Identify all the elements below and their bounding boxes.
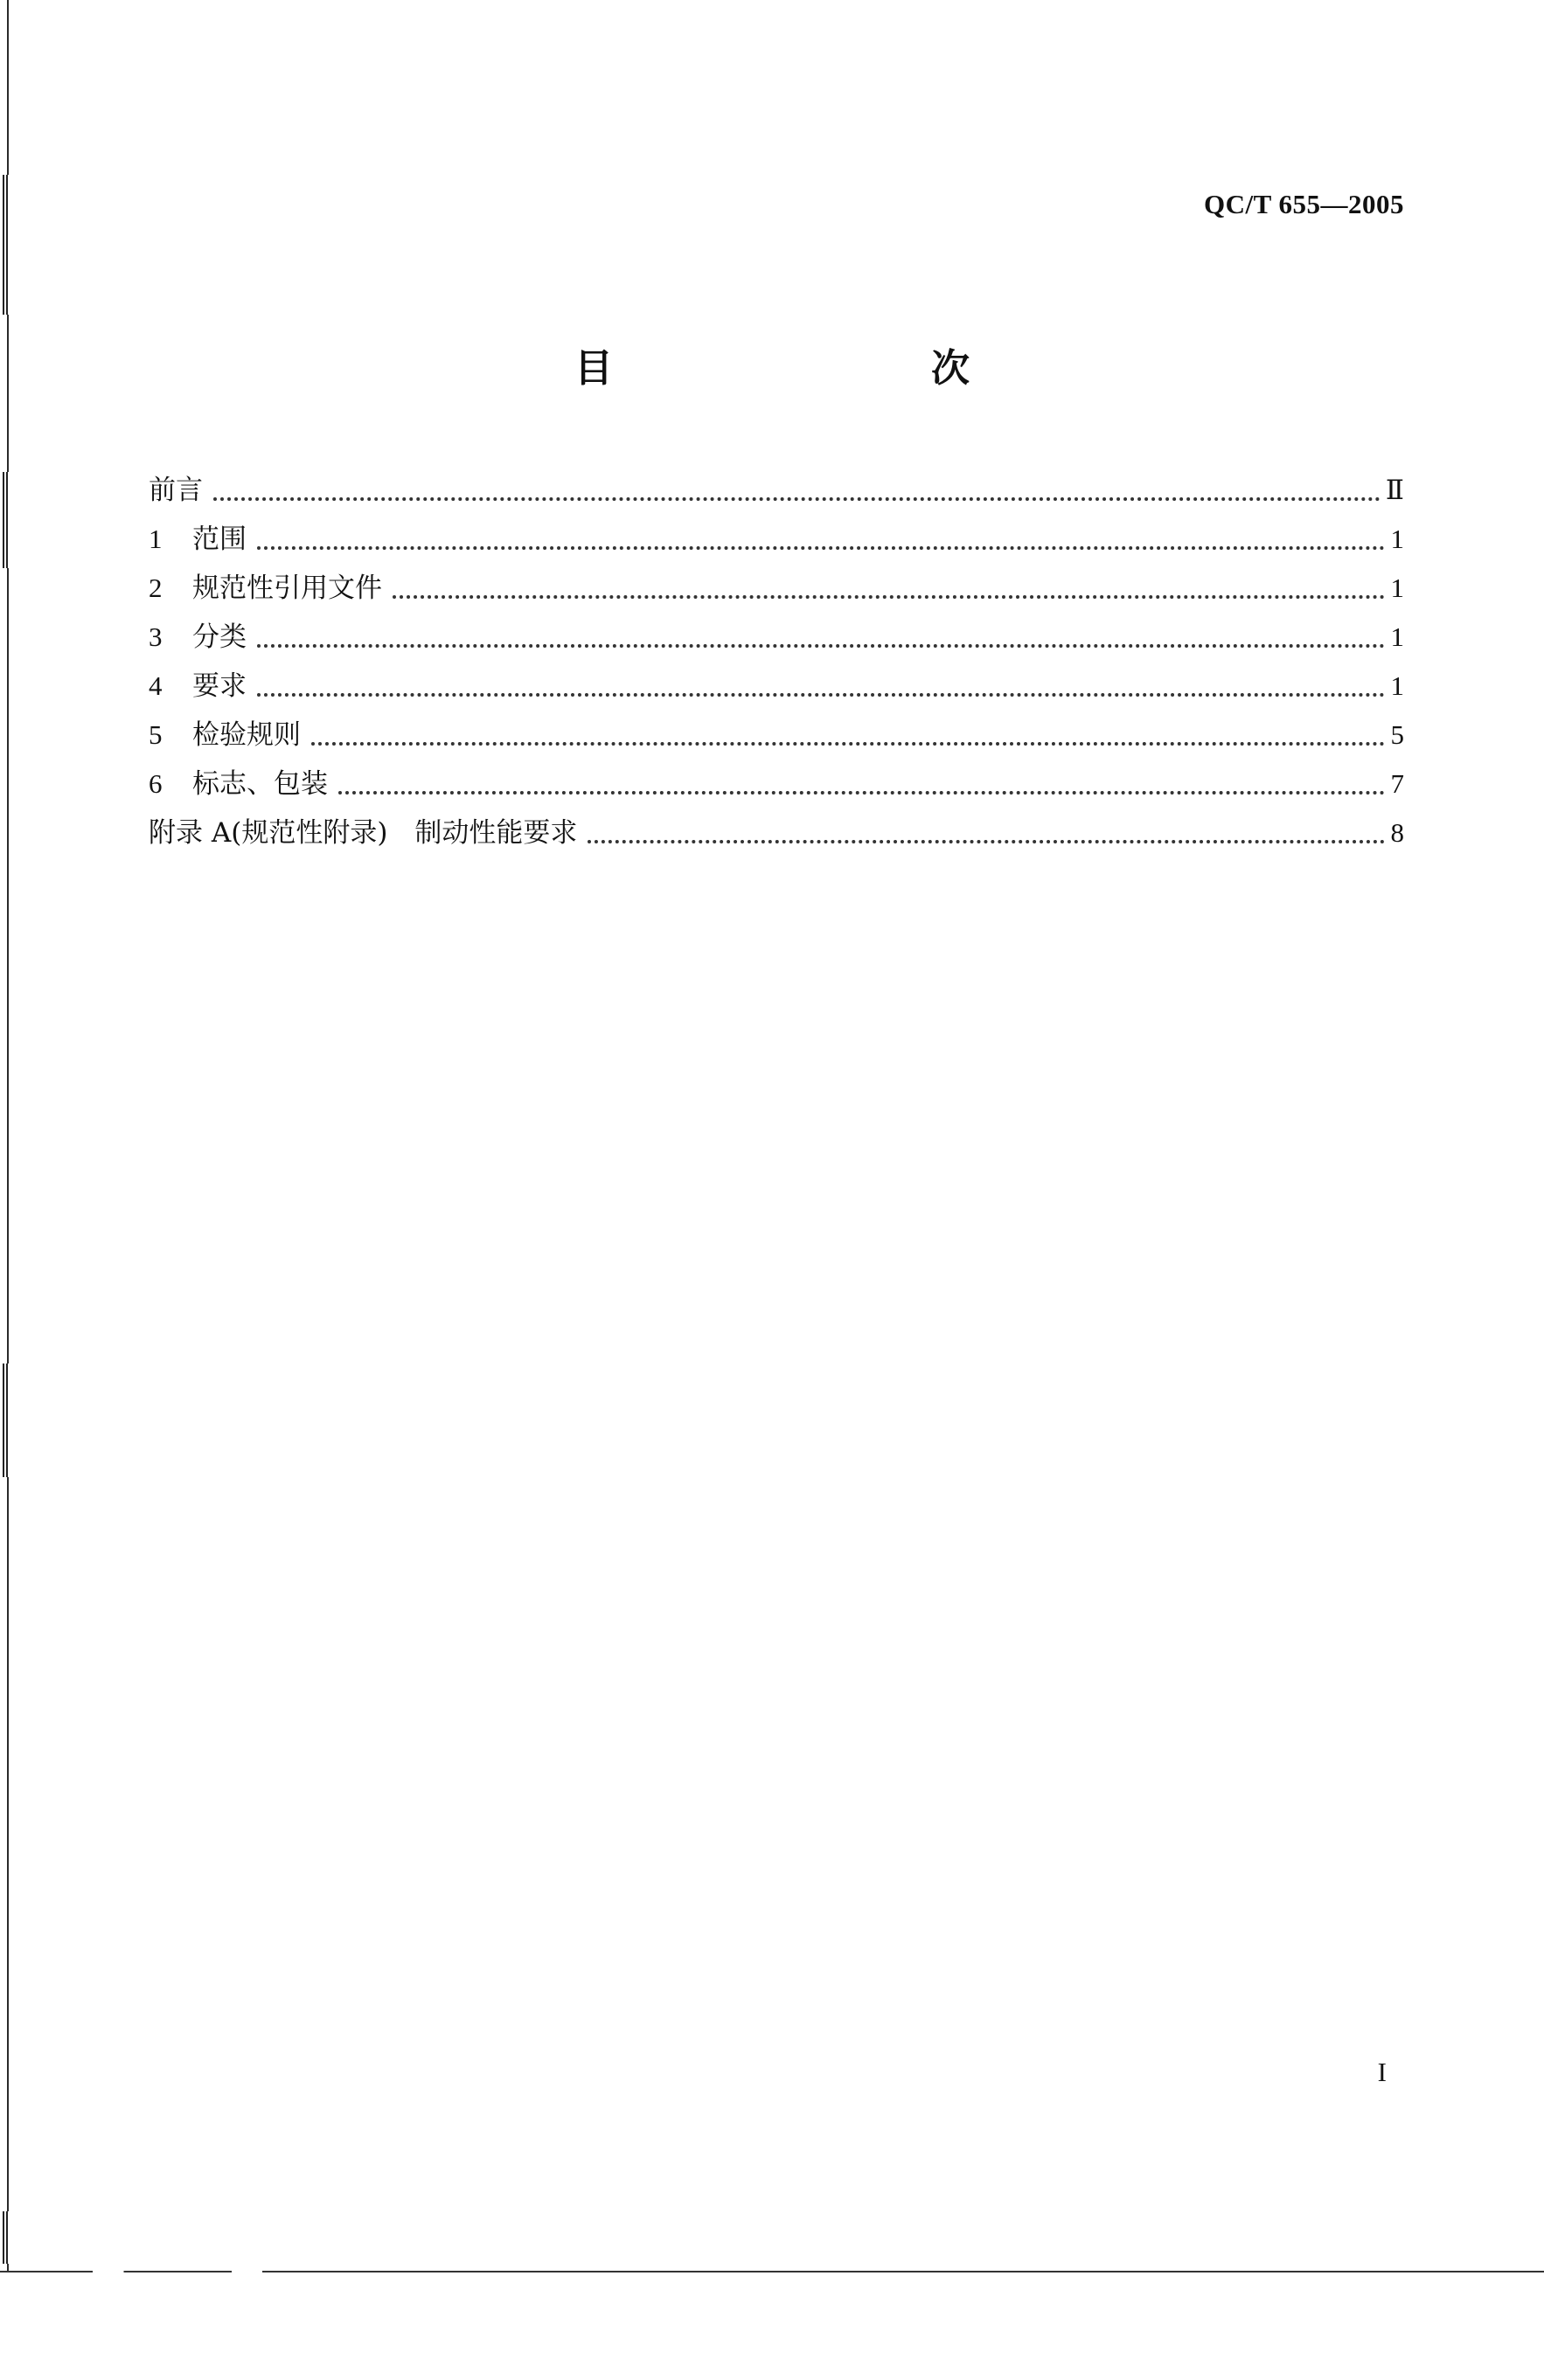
toc-entry-page: 7 [1390,768,1404,799]
toc-entry-number: 5 [149,719,163,750]
toc-entry-number: 6 [149,768,163,799]
toc-entry-classification[interactable] [149,613,1404,662]
toc-entry-page: 5 [1390,719,1404,750]
toc-entry-scope[interactable] [149,515,1404,564]
toc-entry-annex-a[interactable] [149,808,1404,857]
toc-entry-label: 检验规则 [192,719,301,751]
toc-entry-label: 附录 A(规范性附录) 制动性能要求 [149,817,578,849]
scan-binding-mark [3,2211,10,2264]
scan-binding-mark [3,175,10,315]
toc-entry-number: 2 [149,572,163,603]
toc-entry-label: 范围 [192,524,247,555]
standard-code: QC/T 655—2005 [1204,189,1404,219]
page-title: 目 次 [574,346,1050,391]
toc-entry-label: 要求 [192,670,247,702]
toc-entry-label: 规范性引用文件 [192,572,382,604]
toc-leader-dots [588,840,1385,843]
toc-entry-requirements[interactable] [149,662,1404,711]
toc-entry-page: 1 [1390,670,1404,701]
toc-entry-inspection-rules[interactable] [149,711,1404,760]
toc-entry-label: 分类 [192,621,247,653]
toc-entry-page: 1 [1390,621,1404,652]
toc-leader-dots [311,742,1385,746]
toc-entry-page: 8 [1390,817,1404,848]
toc-entry-foreword[interactable] [149,466,1404,515]
toc-entry-page: Ⅱ [1385,475,1404,505]
page-number: I [1377,2057,1387,2087]
toc-entry-label: 标志、包装 [192,768,328,800]
toc-entry-page: 1 [1390,572,1404,603]
toc-entry-number: 4 [149,670,163,701]
table-of-contents [149,466,1404,857]
toc-leader-dots [393,595,1385,599]
toc-entry-number: 3 [149,621,163,652]
toc-entry-label: 前言 [149,475,203,506]
scan-binding-mark [3,1363,10,1477]
toc-leader-dots [338,791,1385,794]
scan-bottom-edge [0,2271,1544,2272]
toc-leader-dots [257,693,1385,697]
scan-binding-mark [3,472,10,568]
toc-entry-page: 1 [1390,524,1404,554]
toc-entry-number: 1 [149,524,163,554]
toc-leader-dots [257,546,1385,550]
toc-entry-normative-references[interactable] [149,564,1404,613]
toc-leader-dots [213,497,1381,501]
toc-leader-dots [257,644,1385,648]
toc-entry-marking-packaging[interactable] [149,760,1404,808]
